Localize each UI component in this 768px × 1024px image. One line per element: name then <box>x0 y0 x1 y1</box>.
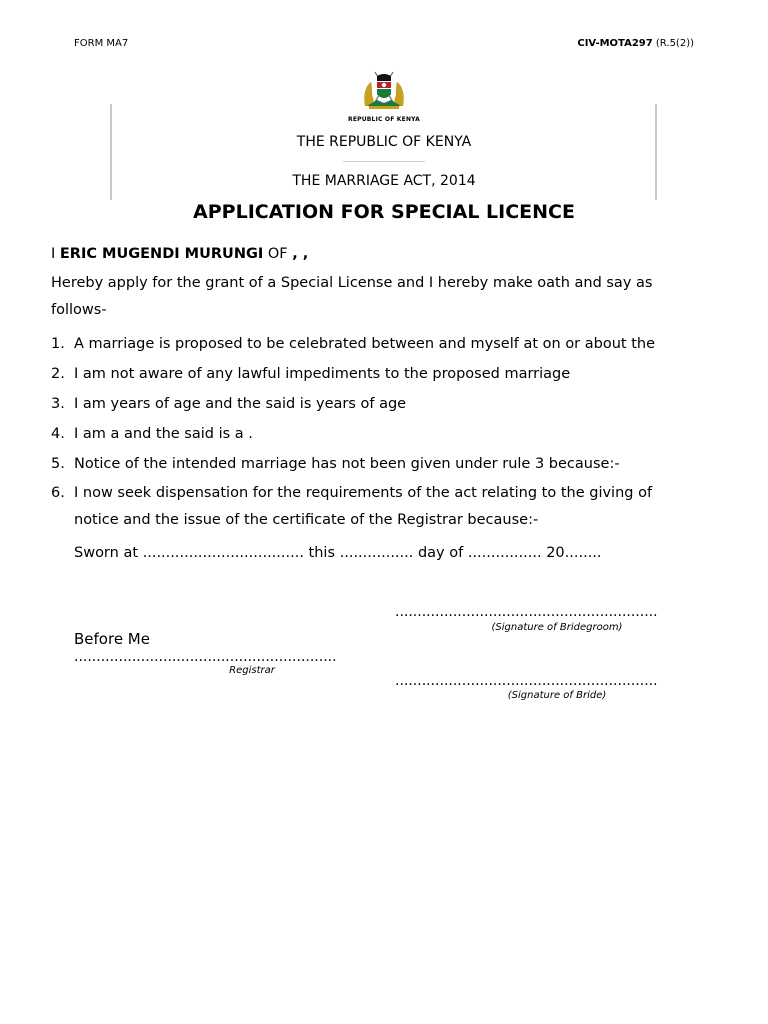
registrar-caption: Registrar <box>229 665 275 676</box>
bridegroom-signature-line: ........................................................... <box>395 604 658 620</box>
form-code: FORM MA7 <box>74 38 129 49</box>
republic-heading: THE REPUBLIC OF KENYA <box>296 134 472 150</box>
act-heading: THE MARRIAGE ACT, 2014 <box>292 173 476 189</box>
item-text: I am a and the said is a . <box>74 426 253 442</box>
crest-label: REPUBLIC OF KENYA <box>348 116 420 123</box>
heading-divider <box>343 161 425 162</box>
form-reference-code: CIV-MOTA297 <box>577 38 653 49</box>
before-me-label: Before Me <box>74 630 150 648</box>
item-text: I am years of age and the said is years of age <box>74 396 407 412</box>
applicant-address: , , <box>292 246 309 262</box>
item-number: 4. <box>51 426 65 442</box>
bridegroom-signature-caption: (Signature of Bridegroom) <box>491 622 623 633</box>
form-reference-rule: (R.5(2)) <box>652 38 694 49</box>
bride-signature-caption: (Signature of Bride) <box>507 690 607 701</box>
item-number: 6. <box>51 485 65 501</box>
item-number: 1. <box>51 336 65 352</box>
applicant-prefix: I <box>51 246 60 262</box>
document-title: APPLICATION FOR SPECIAL LICENCE <box>193 201 575 223</box>
item-number: 5. <box>51 456 65 472</box>
sworn-line: Sworn at ................................... this ................ day of ................ 20........ <box>74 545 602 561</box>
kenya-coat-of-arms-icon <box>359 68 409 112</box>
oath-intro: Hereby apply for the grant of a Special License and I hereby make oath and say as follows- <box>51 275 653 318</box>
applicant-line <box>51 246 308 262</box>
item-number: 2. <box>51 366 65 382</box>
bride-signature-line: ........................................................... <box>395 673 658 689</box>
item-text: I now seek dispensation for the requirements of the act relating to the giving of notice and the issue of the certificate of the Registrar because:- <box>74 485 653 528</box>
applicant-of: OF <box>263 246 293 262</box>
item-text: Notice of the intended marriage has not been given under rule 3 because:- <box>74 456 620 472</box>
applicant-name: ERIC MUGENDI MURUNGI <box>59 246 264 262</box>
registrar-signature-line: ........................................................... <box>74 649 337 665</box>
item-text: A marriage is proposed to be celebrated between and myself at on or about the <box>74 336 655 352</box>
item-text: I am not aware of any lawful impediments to the proposed marriage <box>74 366 571 382</box>
form-reference <box>577 38 694 49</box>
item-number: 3. <box>51 396 65 412</box>
